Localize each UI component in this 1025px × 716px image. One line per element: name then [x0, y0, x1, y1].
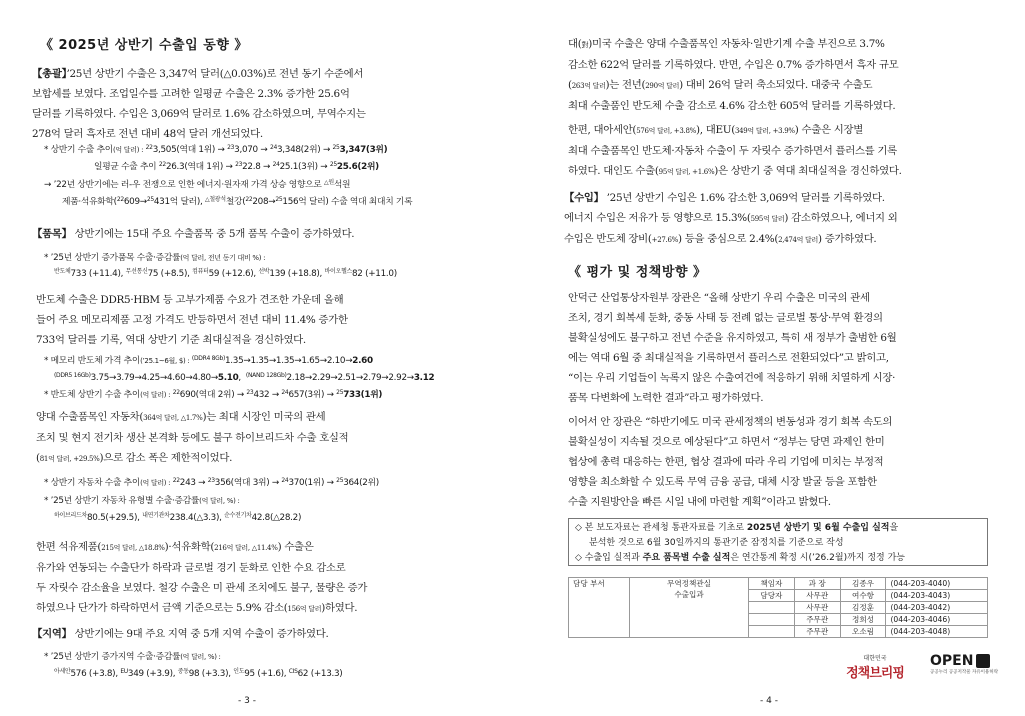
region-label: * ’25년 상반기 증가지역 수출·증감률(억 달러, %) :: [44, 652, 221, 662]
car-trend-line: * 상반기 자동차 수출 추이(억 달러) : $^{22}$243 → $^{23}$356(역대 3위) → $^{24}$370(1위) → $^{25}$364(2위): [44, 477, 379, 488]
item-name: 컴퓨터: [192, 268, 209, 275]
paragraph-semiconductor: [36, 290, 468, 350]
yr: 25: [146, 196, 154, 203]
item-line: 상반기에는 15대 주요 수출품목 중 5개 품목 수출이 증가하였다.: [71, 228, 355, 240]
val: 3,347(3위): [339, 145, 388, 155]
export-trend-label: * 상반기 수출 추이: [44, 145, 113, 155]
mem-price-line-2: $^{(DDR5 16Gb)}$3.75→3.79→4.25→4.60→4.80→5.10, $^{(NAND 128Gb)}$2.18→2.29→2.51→2.79→2.92→3.12: [54, 372, 435, 383]
page-3: [0, 0, 512, 716]
page-number-3: - 3 -: [238, 696, 256, 706]
export-trend-line: [44, 143, 387, 158]
daily-trend-line: [94, 160, 379, 175]
paragraph-total: [32, 64, 464, 144]
arrow: →: [217, 145, 225, 155]
paragraph-import: 【수입】 ’25년 상반기 수입은 1.6% 감소한 3,069억 달러를 기록하였다. 에너지 수입은 저유가 등 영향으로 15.3%(595억 달러) 감소하였으나, 에너지 외 수입은 반도체 장비(+27.6%) 등을 중심으로 2.4%(2,474억 달러) 증가하였다.: [564, 192, 898, 245]
item-value: 733 (+11.4): [70, 269, 121, 279]
yr: 22: [245, 196, 253, 203]
yr: 25: [329, 161, 337, 168]
page-4: [512, 0, 1025, 716]
arrow: →: [260, 145, 268, 155]
yr: 24: [272, 161, 280, 168]
mem-price-line-1: * 메모리 반도체 가격 추이(’25.1~6월, $) : $^{(DDR4 8Gb)}$1.35→1.35→1.35→1.65→2.10→2.60: [44, 355, 373, 366]
yr: 24: [269, 144, 277, 151]
license-badge-icon: [976, 654, 990, 668]
val: 26.3(역대 1위): [165, 162, 223, 172]
paragraph-item: [32, 224, 472, 244]
page-number-4: - 4 -: [760, 696, 778, 706]
val: 3,348(2위): [276, 145, 321, 155]
val: 25.6(2위): [336, 162, 379, 172]
yr: 25: [332, 144, 340, 151]
semi-line-2: 들어 주요 메모리제품 고정 가격도 반등하면서 전년 대비 11.4% 증가한: [36, 314, 348, 326]
val: 22.8: [242, 162, 261, 172]
daily-trend-label: 일평균 수출 추이: [94, 162, 157, 172]
semi-trend-line: * 반도체 상반기 수출 추이(억 달러) : $^{22}$690(역대 2위) → $^{23}$432 → $^{24}$657(3위) → $^{25}$733(1위): [44, 389, 383, 400]
arrow: →: [225, 162, 233, 172]
tag-item: 【품목】: [32, 228, 72, 240]
note-sup: △철광석: [205, 196, 226, 203]
press-note-box: ◇ 본 보도자료는 관세청 통관자료를 기초로 2025년 상반기 및 6월 수출입 실적을 분석한 것으로 6월 30일까지의 통관기준 잠정치를 기준으로 작성 ◇ 수출입 실적과 주요 품목별 수출 실적은 연간통계 확정 시(’26.2월)까지 정정 가능: [568, 518, 988, 566]
yr: 22: [116, 196, 124, 203]
item-value: 75 (+8.5): [147, 269, 188, 279]
contact-table: 담당 부서 무역정책관실 수출입과 책임자 과 장 김종우 (044-203-4040) 담당자 사무관 여수항 (044-203-4043) 사무관 김정훈 (044-203-4042) 주무관 정희성 (044-203-4046) 주무관 오소림 (044-203-4048): [568, 577, 988, 638]
yr: 22: [145, 144, 153, 151]
val: 3,505(역대 1위): [152, 145, 216, 155]
yr: 23: [235, 161, 243, 168]
note-text: 431억 달러),: [153, 197, 205, 207]
note-text: 석원: [333, 180, 351, 190]
car-type-list: $^{하이브리드차}$80.5(+29.5), $^{내연기관차}$238.4(△3.3), $^{순수전기차}$42.8(△28.2): [54, 512, 302, 523]
arrow: →: [263, 162, 271, 172]
item-value: 139 (+18.8): [269, 269, 320, 279]
item-value: 82 (+11.0): [352, 269, 397, 279]
arrow: →: [320, 162, 328, 172]
total-line-1: ’25년 상반기 수출은 3,347억 달러(△0.03%)로 전년 동기 수준에서: [66, 68, 364, 80]
paragraph-asean: 한편, 대아세안(576억 달러, +3.8%), 대EU(349억 달러, +3.9%) 수출은 시장별 최대 수출품목인 반도체·자동차 수출이 두 자릿수 증가하면서 플러스를 기록 하였다. 대인도 수출(95억 달러, +1.6%)은 상반기 중 역대 최대실적을 경신하였다.: [568, 124, 902, 177]
yr: 22: [158, 161, 166, 168]
note-text: 208→: [252, 197, 276, 207]
semi-line-3: 733억 달러를 기록, 역대 상반기 기준 최대실적을 경신하였다.: [36, 334, 306, 346]
energy-note-2: [62, 195, 412, 210]
arrow: →: [322, 145, 331, 155]
korea-policy-briefing-logo: 대한민국 정책브리핑: [846, 655, 904, 681]
val: 25.1(3위): [279, 162, 318, 172]
item-name: 무선통신: [125, 268, 148, 275]
note-text: 철강(: [225, 197, 246, 207]
growth-items-label: * ’25년 상반기 증가품목 수출·증감률(억 달러, 전년 동기 대비 %) :: [44, 253, 266, 263]
item-value: 59 (+12.6): [208, 269, 254, 279]
total-line-3: 달러를 기록하였다. 수입은 3,069억 달러로 1.6% 감소하였으며, 무역수지는: [32, 108, 366, 120]
semi-line-1: 반도체 수출은 DDR5·HBM 등 고부가제품 수요가 견조한 가운데 올해: [36, 294, 344, 306]
tag-import: 【수입】: [564, 192, 604, 204]
val: 3,070: [234, 145, 258, 155]
dept-name: 무역정책관실 수출입과: [630, 578, 749, 638]
paragraph-auto: 양대 수출품목인 자동차(364억 달러, △1.7%)는 최대 시장인 미국의 관세 조치 및 현지 전기차 생산 본격화 등에도 불구 하이브리드차 수출 호실적 (81억 달러, +29.5%)으로 감소 폭은 제한적이었다.: [36, 411, 349, 464]
paragraph-future: 이어서 안 장관은 “하반기에도 미국 관세정책의 변동성과 경기 회복 속도의 불확실성이 지속될 것으로 예상된다”고 하면서 “정부는 당면 과제인 한미 협상에 총력 대응하는 한편, 협상 결과에 따라 우리 기업에 미치는 부정적 영향을 최소화할 수 있도록 무역 금융 공급, 대체 시장 발굴 등을 포함한 수출 지원방안을 빠른 시일 내에 마련할 계획”이라고 밝혔다.: [568, 416, 893, 508]
open-license-logo: OPEN 공공누리 공공저작물 자유이용허락: [930, 653, 999, 675]
note-text: 609→: [123, 197, 147, 207]
item-name: 반도체: [54, 268, 71, 275]
note-text: 156억 달러) 수출 역대 최대치 기록: [282, 197, 413, 207]
section-title-trend: 《 2025년 상반기 수출입 동향 》: [40, 38, 248, 53]
tag-total: 【총괄】: [32, 68, 67, 80]
yr: 23: [227, 144, 235, 151]
paragraph-us: 대(對)미국 수출은 양대 수출품목인 자동차·일반기계 수출 부진으로 3.7% 감소한 622억 달러를 기록하였다. 반면, 수입은 0.7% 증가하면서 흑자 규모 (263억 달러)는 전년(290억 달러) 대비 26억 달러 축소되었다. 대중국 수출도 최대 수출품인 반도체 수출 감소로 4.6% 감소한 605억 달러를 기록하였다.: [568, 38, 899, 112]
paragraph-eval: 안덕근 산업통상자원부 장관은 “올해 상반기 우리 수출은 미국의 관세 조치, 경기 회복세 둔화, 중동 사태 등 전례 없는 글로벌 통상·무역 환경의 불확실성에도 불구하고 전년 수준을 유지하였고, 특히 새 정부가 출범한 6월 에는 역대 6월 중 최대실적을 기록하면서 플러스로 전환되었다”고 밝히고, “이는 우리 기업들이 녹록지 않은 수출여건에 적응하기 위해 치열하게 시장· 품목 다변화에 노력한 결과”라고 평가하였다.: [568, 292, 897, 404]
yr: 25: [275, 196, 283, 203]
region-list: $^{아세안}$576 (+3.8), $^{EU}$349 (+3.9), $^{중동}$98 (+3.3), $^{인도}$95 (+1.6), $^{CIS}$62 (+13.3): [54, 668, 343, 679]
note-sup: △원: [324, 179, 334, 186]
growth-items-list: $^{반도체}$733 (+11.4), $^{무선통신}$75 (+8.5), $^{컴퓨터}$59 (+12.6), $^{선박}$139 (+18.8), $^{바이오헬스}$82 (+11.0): [54, 268, 397, 279]
paragraph-region: 【지역】 상반기에는 9대 주요 지역 중 5개 지역 수출이 증가하였다.: [32, 628, 329, 640]
dept-label: 담당 부서: [569, 578, 630, 638]
item-name: 바이오헬스: [324, 268, 353, 275]
note-text: 제품·석유화학(: [62, 197, 117, 207]
note-text: → ’22년 상반기에는 러-우 전쟁으로 인한 에너지·원자재 가격 상승 영향으로: [44, 180, 325, 190]
total-line-4: 278억 달러 흑자로 전년 대비 48억 달러 개선되었다.: [32, 128, 263, 140]
export-trend-unit: (억 달러) :: [112, 146, 144, 154]
total-line-2: 보합세를 보였다. 조업일수를 고려한 일평균 수출은 2.3% 증가한 25.6억: [32, 88, 350, 100]
item-name: 선박: [258, 268, 270, 275]
section-title-eval: 《 평가 및 정책방향 》: [568, 265, 707, 280]
car-type-label: * ’25년 상반기 자동차 유형별 수출·증감률(억 달러, %) :: [44, 496, 240, 506]
energy-note-1: [44, 178, 350, 193]
tag-region: 【지역】: [32, 628, 72, 640]
paragraph-petro: 한편 석유제품(215억 달러, △18.8%)·석유화학(216억 달러, △11.4%) 수출은 유가와 연동되는 수출단가 하락과 글로벌 경기 둔화로 인한 수요 감소로 두 자릿수 감소율을 보였다. 철강 수출은 미 관세 조치에도 불구, 물량은 증가 하였으나 단가가 하락하면서 금액 기준으로는 5.9% 감소(156억 달러)하였다.: [36, 541, 368, 614]
